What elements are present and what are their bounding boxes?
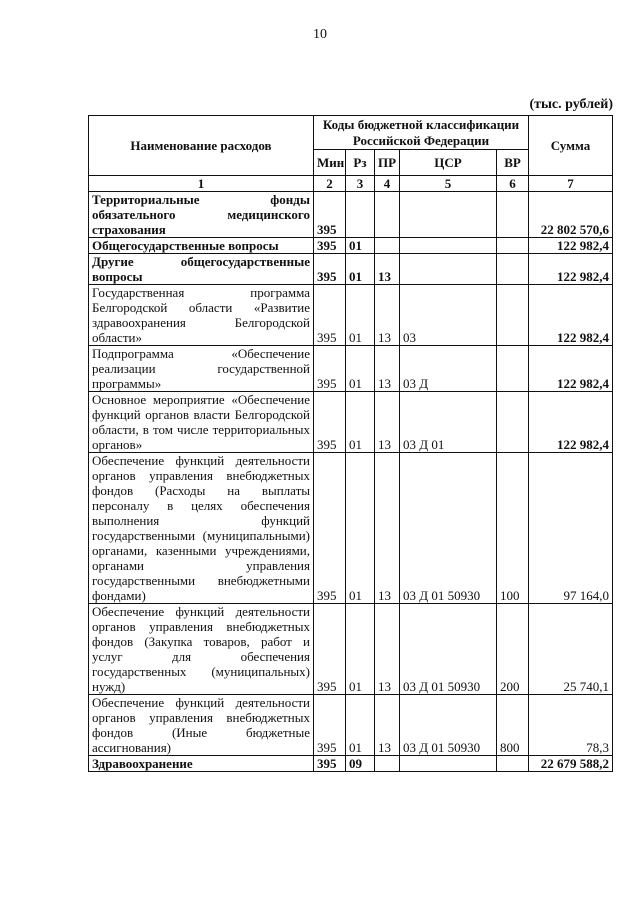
- budget-table: [88, 115, 613, 772]
- column-number: 5: [400, 176, 497, 192]
- row-name: Обеспечение функций деятельности органов управления внебюджетных фондов (Иные бюджетные ассигнования): [89, 695, 314, 756]
- row-sum: 97 164,0: [529, 453, 613, 604]
- row-csr: 03 Д 01: [400, 392, 497, 453]
- row-rz: 01: [346, 695, 375, 756]
- row-min: 395: [314, 254, 346, 285]
- row-pr: 13: [375, 392, 400, 453]
- row-min: 395: [314, 285, 346, 346]
- row-rz: 01: [346, 392, 375, 453]
- header-sum: Сумма: [529, 116, 613, 176]
- header-name: Наименование расходов: [89, 116, 314, 176]
- header-min: Мин: [314, 150, 346, 176]
- row-vr: [497, 254, 529, 285]
- header-vr: ВР: [497, 150, 529, 176]
- row-csr: [400, 756, 497, 772]
- row-name: Основное мероприятие «Обеспечение функций органов власти Белгородской области, в том числе территориальных органов»: [89, 392, 314, 453]
- table-row: [89, 604, 613, 695]
- row-min: 395: [314, 695, 346, 756]
- row-name: Обеспечение функций деятельности органов управления внебюджетных фондов (Расходы на выплаты персоналу в целях обеспечения выполнения функций государственными (муниципальными) органами, казенными учреждениями, органами управления государственными внебюджетными фондами): [89, 453, 314, 604]
- row-min: 395: [314, 346, 346, 392]
- row-name: Общегосударственные вопросы: [89, 238, 314, 254]
- row-min: 395: [314, 192, 346, 238]
- row-sum: 122 982,4: [529, 285, 613, 346]
- row-sum: 122 982,4: [529, 254, 613, 285]
- row-vr: [497, 192, 529, 238]
- table-row: [89, 392, 613, 453]
- row-csr: [400, 254, 497, 285]
- row-sum: 25 740,1: [529, 604, 613, 695]
- row-sum: 78,3: [529, 695, 613, 756]
- row-csr: [400, 192, 497, 238]
- column-number: 1: [89, 176, 314, 192]
- row-csr: 03: [400, 285, 497, 346]
- row-pr: [375, 756, 400, 772]
- table-row: [89, 695, 613, 756]
- row-rz: 01: [346, 254, 375, 285]
- row-rz: [346, 192, 375, 238]
- row-name: Территориальные фонды обязательного медицинского страхования: [89, 192, 314, 238]
- row-pr: [375, 238, 400, 254]
- row-name: Здравоохранение: [89, 756, 314, 772]
- row-pr: [375, 192, 400, 238]
- column-numbers-row: [89, 176, 613, 192]
- row-pr: 13: [375, 604, 400, 695]
- row-pr: 13: [375, 285, 400, 346]
- row-csr: 03 Д 01 50930: [400, 453, 497, 604]
- row-csr: 03 Д 01 50930: [400, 604, 497, 695]
- column-number: 6: [497, 176, 529, 192]
- row-csr: [400, 238, 497, 254]
- row-rz: 01: [346, 238, 375, 254]
- row-vr: [497, 756, 529, 772]
- table-row: [89, 254, 613, 285]
- column-number: 7: [529, 176, 613, 192]
- row-rz: 01: [346, 604, 375, 695]
- table-row: [89, 346, 613, 392]
- units-label: (тыс. рублей): [529, 97, 613, 112]
- row-vr: [497, 346, 529, 392]
- header-csr: ЦСР: [400, 150, 497, 176]
- header-pr: ПР: [375, 150, 400, 176]
- row-pr: 13: [375, 254, 400, 285]
- row-rz: 01: [346, 285, 375, 346]
- row-csr: 03 Д 01 50930: [400, 695, 497, 756]
- table-row: [89, 756, 613, 772]
- row-pr: 13: [375, 695, 400, 756]
- header-codes: Коды бюджетной классификации Российской Федерации: [314, 116, 529, 150]
- row-sum: 122 982,4: [529, 238, 613, 254]
- row-pr: 13: [375, 453, 400, 604]
- row-min: 395: [314, 604, 346, 695]
- header-rz: Рз: [346, 150, 375, 176]
- row-pr: 13: [375, 346, 400, 392]
- row-rz: 01: [346, 346, 375, 392]
- page-number: 10: [313, 27, 327, 42]
- table-row: [89, 285, 613, 346]
- row-min: 395: [314, 392, 346, 453]
- row-csr: 03 Д: [400, 346, 497, 392]
- table-row: [89, 238, 613, 254]
- row-name: Подпрограмма «Обеспечение реализации государственной программы»: [89, 346, 314, 392]
- row-min: 395: [314, 453, 346, 604]
- row-vr: 100: [497, 453, 529, 604]
- row-vr: 800: [497, 695, 529, 756]
- row-min: 395: [314, 238, 346, 254]
- row-vr: 200: [497, 604, 529, 695]
- row-rz: 09: [346, 756, 375, 772]
- row-sum: 122 982,4: [529, 392, 613, 453]
- column-number: 4: [375, 176, 400, 192]
- row-sum: 22 802 570,6: [529, 192, 613, 238]
- row-name: Другие общегосударственные вопросы: [89, 254, 314, 285]
- row-vr: [497, 285, 529, 346]
- row-min: 395: [314, 756, 346, 772]
- table-row: [89, 453, 613, 604]
- row-sum: 122 982,4: [529, 346, 613, 392]
- row-rz: 01: [346, 453, 375, 604]
- row-name: Государственная программа Белгородской области «Развитие здравоохранения Белгородской области»: [89, 285, 314, 346]
- column-number: 2: [314, 176, 346, 192]
- row-vr: [497, 238, 529, 254]
- row-vr: [497, 392, 529, 453]
- row-sum: 22 679 588,2: [529, 756, 613, 772]
- row-name: Обеспечение функций деятельности органов управления внебюджетных фондов (Закупка товаров, работ и услуг для обеспечения государственных (муниципальных) нужд): [89, 604, 314, 695]
- column-number: 3: [346, 176, 375, 192]
- table-row: [89, 192, 613, 238]
